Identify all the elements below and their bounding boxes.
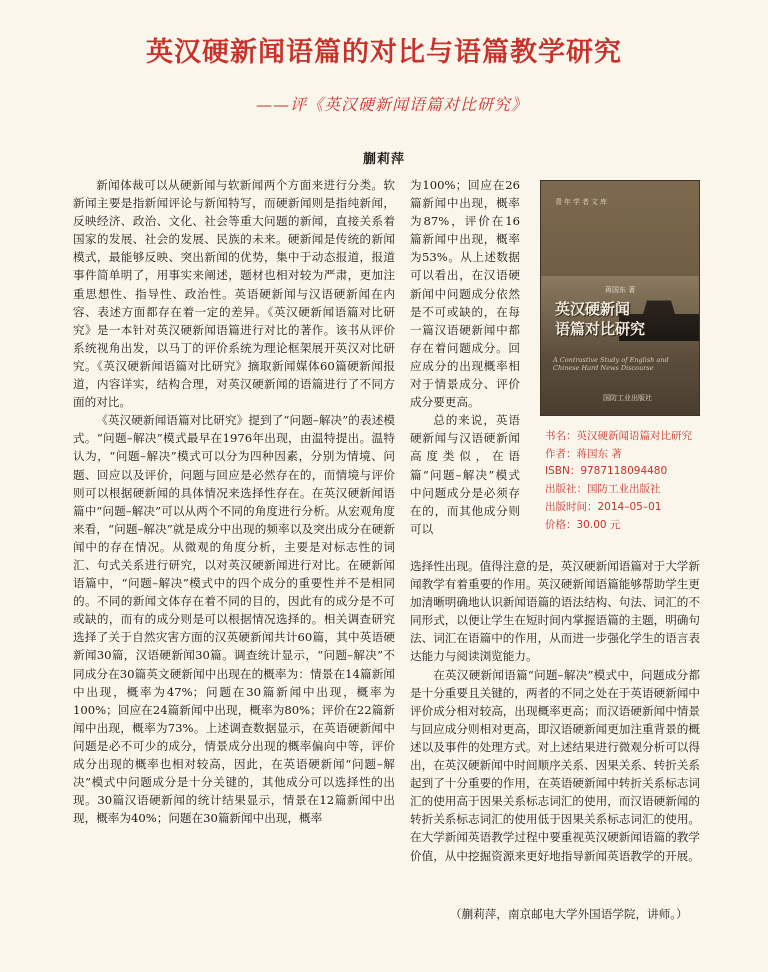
article-author: 蒯莉萍 (362, 152, 405, 167)
paragraph: 为100%；回应在26篇新闻中出现，概率为87%，评价在16篇新闻中出现，概率为53%。从上述数据可以看出，在汉语硬新闻中问题成分依然是不可或缺的，在每一篇汉语硬新闻中都存在着问题成分。回应成分的出现概率相对于情景成分、评价成分要更高。 (410, 178, 520, 410)
book-info-price: 价格：30.00 元 (545, 518, 621, 531)
body-column-middle (410, 176, 520, 538)
cover-author: 蒋国东 著 (605, 286, 636, 294)
body-column-right-lower (410, 557, 700, 865)
cover-publisher: 国防工业出版社 (603, 394, 652, 402)
cover-title-line: 语篇对比研究 (555, 320, 646, 338)
book-info-publisher: 出版社：国防工业出版社 (545, 483, 661, 496)
book-info-author: 作者：蒋国东 著 (545, 447, 622, 460)
book-info (545, 428, 692, 534)
book-info-date: 出版时间：2014–05–01 (545, 500, 662, 513)
book-info-isbn: ISBN：9787118094480 (545, 465, 668, 478)
paragraph: 《英汉硬新闻语篇对比研究》提到了“问题–解决”的表述模式。“问题–解决”模式最早在1976年出现，由温特提出。温特认为，“问题–解决”模式可以分为四种因素，分别为情境、问题、回应以及评价，问题与回应是必然存在的，而情境与评价则可以根据硬新闻的具体情况来选择性存在。在英汉硬新闻语篇中“问题–解决”可以从两个不同的角度进行分析。从宏观角度来看，“问题–解决”就是成分中出现的频率以及突出成分在硬新闻中的存在情况。从微观的角度分析，主要是对标志性的词汇、句式关系进行研究，以对英汉硬新闻进行对比。在硬新闻语篇中，“问题–解决”模式中的四个成分的重要性并不是相同的。不同的新闻文体存在着不同的目的，因此有的成分是不可或缺的，而有的成分则是可以根据情况选择的。相关调查研究选择了关于自然灾害方面的汉英硬新闻共计60篇，其中英语硬新闻30篇，汉语硬新闻30篇。调查统计显示，“问题–解决”不同成分在30篇英文硬新闻中出现在的概率为：情景在14篇新闻中出现，概率为47%；问题在30篇新闻中出现，概率为100%；回应在24篇新闻中出现，概率为80%；评价在22篇新闻中出现，概率为73%。上述调查数据显示，在英语硬新闻中问题是必不可少的成分，情景成分出现的概率偏向中等，评价成分出现的概率也相对较高，因此，在英语硬新闻“问题–解决”模式中问题成分是十分关键的，其他成分可以选择性的出现。30篇汉语硬新闻的统计结果显示，情景在12篇新闻中出现，概率为40%；问题在30篇新闻中出现，概率 (73, 413, 395, 826)
book-series-label: 青年学者文库 (555, 198, 609, 206)
article-title: 英汉硬新闻语篇的对比与语篇教学研究 (146, 37, 622, 68)
cover-title (555, 299, 645, 339)
book-info-title: 书名：英汉硬新闻语篇对比研究 (545, 430, 692, 442)
paragraph: 选择性出现。值得注意的是，英汉硬新闻语篇对于大学新闻教学有着重要的作用。英汉硬新闻语篇能够帮助学生更加清晰明确地认识新闻语篇的语法结构、句法、词汇的不同形式，以便让学生在短时间内掌握语篇的主题，明确句法、词汇在语篇中的作用，从而进一步强化学生的语言表达能力与阅读浏览能力。 (410, 559, 700, 664)
book-cover-image (540, 180, 700, 416)
paragraph: 在英汉硬新闻语篇“问题–解决”模式中，问题成分都是十分重要且关键的，两者的不同之处在于英语硬新闻中评价成分相对较高，出现概率更高；而汉语硬新闻中情景与回应成分则相对更高，即汉语硬新闻更加注重背景的概述以及事件的处理方式。对上述结果进行微观分析可以得出，在英汉硬新闻中时间顺序关系、因果关系、转折关系起到了十分重要的作用，在英语硬新闻中转折关系标志词汇的使用高于因果关系标志词汇的使用，而汉语硬新闻的转折关系标志词汇的使用低于因果关系标志词汇的使用。在大学新闻英语教学过程中要重视英汉硬新闻语篇的教学价值，从中挖掘资源来更好地指导新闻英语教学的开展。 (410, 667, 700, 863)
cover-title-line: 英汉硬新闻 (555, 300, 631, 318)
paragraph: 总的来说，英语硬新闻与汉语硬新闻高度类似，在语篇“问题–解决”模式中问题成分是必须存在的，而其他成分则可以 (410, 413, 520, 536)
author-signature: （蒯莉萍，南京邮电大学外国语学院，讲师。） (450, 907, 688, 921)
paragraph: 新闻体裁可以从硬新闻与软新闻两个方面来进行分类。软新闻主要是指新闻评论与新闻特写，而硬新闻则是指纯新闻，反映经济、政治、文化、社会等重大问题的新闻，直接关系着国家的发展、社会的发展、民族的未来。硬新闻是传统的新闻模式，最能够反映、突出新闻的优势，集中于动态报道，报道事件简单明了，用事实来阐述，题材也相对较为严肃，更加注重思想性、指导性、政治性。英语硬新闻与汉语硬新闻在内容、表述方面都存在着一定的差异。《英汉硬新闻语篇对比研究》是一本针对英汉硬新闻语篇进行对比的著作。该书从评价系统视角出发，以马丁的评价系统为理论框架展开英汉对比研究。《英汉硬新闻语篇对比研究》摘取新闻媒体60篇硬新闻报道，内容详实，结构合理，对英汉硬新闻的语篇进行了不同方面的对比。 (73, 178, 395, 410)
article-subtitle: ——评《英汉硬新闻语篇对比研究》 (256, 95, 529, 114)
cover-english-title: A Contrastive Study of English and Chinese Hard News Discourse (553, 356, 669, 372)
body-column-left (73, 176, 395, 827)
